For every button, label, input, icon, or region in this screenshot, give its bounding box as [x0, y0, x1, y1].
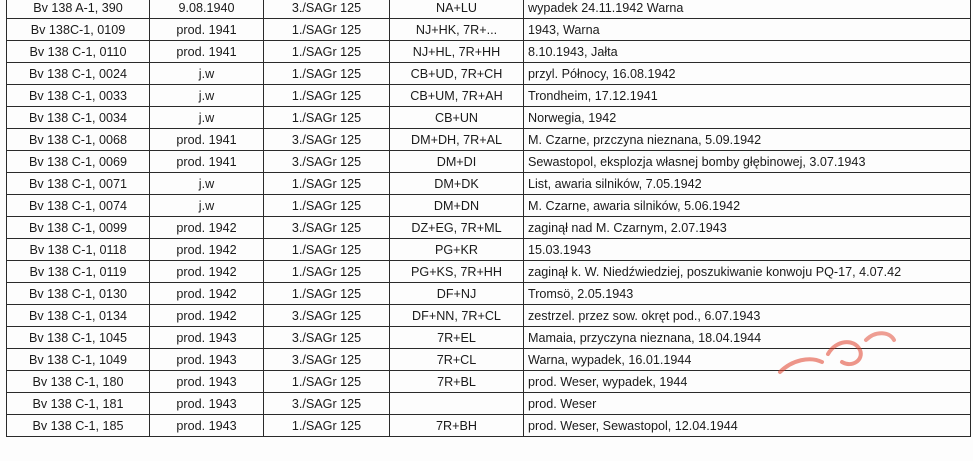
fate-note-cell: Mamaia, przyczyna nieznana, 18.04.1944	[524, 327, 971, 349]
production-date-cell: prod. 1943	[150, 327, 264, 349]
code-cell: PG+KR	[390, 239, 524, 261]
code-cell: DM+DK	[390, 173, 524, 195]
production-date-cell: 9.08.1940	[150, 0, 264, 19]
production-date-cell: j.w	[150, 107, 264, 129]
code-cell: DF+NJ	[390, 283, 524, 305]
serial-cell: Bv 138 A-1, 390	[7, 0, 150, 19]
table-row	[7, 129, 971, 151]
unit-cell: 1./SAGr 125	[264, 415, 390, 437]
fate-note-cell: prod. Weser, wypadek, 1944	[524, 371, 971, 393]
unit-cell: 1./SAGr 125	[264, 173, 390, 195]
serial-cell: Bv 138 C-1, 0033	[7, 85, 150, 107]
production-date-cell: prod. 1942	[150, 239, 264, 261]
code-cell: DM+DN	[390, 195, 524, 217]
serial-cell: Bv 138 C-1, 0134	[7, 305, 150, 327]
code-cell: CB+UN	[390, 107, 524, 129]
unit-cell: 1./SAGr 125	[264, 85, 390, 107]
production-date-cell: j.w	[150, 195, 264, 217]
code-cell	[390, 393, 524, 415]
fate-note-cell: List, awaria silników, 7.05.1942	[524, 173, 971, 195]
unit-cell: 3./SAGr 125	[264, 305, 390, 327]
fate-note-cell: 15.03.1943	[524, 239, 971, 261]
fate-note-cell: przyl. Północy, 16.08.1942	[524, 63, 971, 85]
production-date-cell: prod. 1943	[150, 393, 264, 415]
serial-cell: Bv 138 C-1, 1049	[7, 349, 150, 371]
code-cell: 7R+BH	[390, 415, 524, 437]
unit-cell: 1./SAGr 125	[264, 63, 390, 85]
table-row	[7, 41, 971, 63]
production-date-cell: prod. 1943	[150, 415, 264, 437]
unit-cell: 3./SAGr 125	[264, 327, 390, 349]
unit-cell: 3./SAGr 125	[264, 393, 390, 415]
code-cell: 7R+CL	[390, 349, 524, 371]
table-row	[7, 63, 971, 85]
unit-cell: 1./SAGr 125	[264, 283, 390, 305]
table-row	[7, 19, 971, 41]
code-cell: DF+NN, 7R+CL	[390, 305, 524, 327]
production-date-cell: prod. 1941	[150, 129, 264, 151]
fate-note-cell: prod. Weser	[524, 393, 971, 415]
unit-cell: 1./SAGr 125	[264, 261, 390, 283]
code-cell: NJ+HL, 7R+HH	[390, 41, 524, 63]
table-row	[7, 393, 971, 415]
table-row	[7, 173, 971, 195]
fate-note-cell: wypadek 24.11.1942 Warna	[524, 0, 971, 19]
table-row	[7, 239, 971, 261]
unit-cell: 1./SAGr 125	[264, 19, 390, 41]
fate-note-cell: prod. Weser, Sewastopol, 12.04.1944	[524, 415, 971, 437]
fate-note-cell: Warna, wypadek, 16.01.1944	[524, 349, 971, 371]
unit-cell: 3./SAGr 125	[264, 0, 390, 19]
unit-cell: 1./SAGr 125	[264, 195, 390, 217]
production-date-cell: j.w	[150, 173, 264, 195]
serial-cell: Bv 138 C-1, 1045	[7, 327, 150, 349]
table-row	[7, 217, 971, 239]
fate-note-cell: zestrzel. przez sow. okręt pod., 6.07.1943	[524, 305, 971, 327]
fate-note-cell: Tromsö, 2.05.1943	[524, 283, 971, 305]
unit-cell: 1./SAGr 125	[264, 41, 390, 63]
fate-note-cell: Sewastopol, eksplozja własnej bomby głębinowej, 3.07.1943	[524, 151, 971, 173]
table-row	[7, 305, 971, 327]
serial-cell: Bv 138 C-1, 0071	[7, 173, 150, 195]
serial-cell: Bv 138 C-1, 0024	[7, 63, 150, 85]
production-date-cell: j.w	[150, 63, 264, 85]
table-row	[7, 327, 971, 349]
code-cell: DM+DH, 7R+AL	[390, 129, 524, 151]
unit-cell: 3./SAGr 125	[264, 129, 390, 151]
serial-cell: Bv 138 C-1, 181	[7, 393, 150, 415]
production-date-cell: prod. 1943	[150, 371, 264, 393]
table-row	[7, 107, 971, 129]
fate-note-cell: M. Czarne, przczyna nieznana, 5.09.1942	[524, 129, 971, 151]
production-date-cell: prod. 1942	[150, 283, 264, 305]
unit-cell: 3./SAGr 125	[264, 217, 390, 239]
production-date-cell: prod. 1942	[150, 217, 264, 239]
serial-cell: Bv 138 C-1, 180	[7, 371, 150, 393]
table-row	[7, 415, 971, 437]
unit-cell: 3./SAGr 125	[264, 349, 390, 371]
unit-cell: 1./SAGr 125	[264, 107, 390, 129]
serial-cell: Bv 138 C-1, 0118	[7, 239, 150, 261]
code-cell: DM+DI	[390, 151, 524, 173]
table-body	[7, 0, 971, 437]
code-cell: NJ+HK, 7R+...	[390, 19, 524, 41]
production-date-cell: prod. 1942	[150, 261, 264, 283]
code-cell: CB+UD, 7R+CH	[390, 63, 524, 85]
fate-note-cell: Norwegia, 1942	[524, 107, 971, 129]
table-row	[7, 349, 971, 371]
serial-cell: Bv 138 C-1, 185	[7, 415, 150, 437]
code-cell: DZ+EG, 7R+ML	[390, 217, 524, 239]
table-row	[7, 195, 971, 217]
production-date-cell: prod. 1941	[150, 41, 264, 63]
serial-cell: Bv 138 C-1, 0034	[7, 107, 150, 129]
fate-note-cell: 8.10.1943, Jałta	[524, 41, 971, 63]
code-cell: NA+LU	[390, 0, 524, 19]
production-date-cell: prod. 1941	[150, 151, 264, 173]
serial-cell: Bv 138 C-1, 0130	[7, 283, 150, 305]
code-cell: 7R+EL	[390, 327, 524, 349]
code-cell: CB+UM, 7R+AH	[390, 85, 524, 107]
table-row	[7, 151, 971, 173]
fate-note-cell: zaginął nad M. Czarnym, 2.07.1943	[524, 217, 971, 239]
production-date-cell: prod. 1942	[150, 305, 264, 327]
production-date-cell: j.w	[150, 85, 264, 107]
table-row	[7, 261, 971, 283]
code-cell: PG+KS, 7R+HH	[390, 261, 524, 283]
serial-cell: Bv 138 C-1, 0099	[7, 217, 150, 239]
unit-cell: 1./SAGr 125	[264, 239, 390, 261]
serial-cell: Bv 138C-1, 0109	[7, 19, 150, 41]
table-row	[7, 371, 971, 393]
serial-cell: Bv 138 C-1, 0074	[7, 195, 150, 217]
unit-cell: 1./SAGr 125	[264, 371, 390, 393]
aircraft-table	[6, 0, 971, 437]
serial-cell: Bv 138 C-1, 0119	[7, 261, 150, 283]
table-row	[7, 85, 971, 107]
serial-cell: Bv 138 C-1, 0068	[7, 129, 150, 151]
table-row	[7, 283, 971, 305]
code-cell: 7R+BL	[390, 371, 524, 393]
fate-note-cell: zaginął k. W. Niedźwiedziej, poszukiwanie konwoju PQ-17, 4.07.42	[524, 261, 971, 283]
table-row	[7, 0, 971, 19]
fate-note-cell: M. Czarne, awaria silników, 5.06.1942	[524, 195, 971, 217]
unit-cell: 3./SAGr 125	[264, 151, 390, 173]
fate-note-cell: Trondheim, 17.12.1941	[524, 85, 971, 107]
serial-cell: Bv 138 C-1, 0069	[7, 151, 150, 173]
serial-cell: Bv 138 C-1, 0110	[7, 41, 150, 63]
production-date-cell: prod. 1941	[150, 19, 264, 41]
production-date-cell: prod. 1943	[150, 349, 264, 371]
fate-note-cell: 1943, Warna	[524, 19, 971, 41]
